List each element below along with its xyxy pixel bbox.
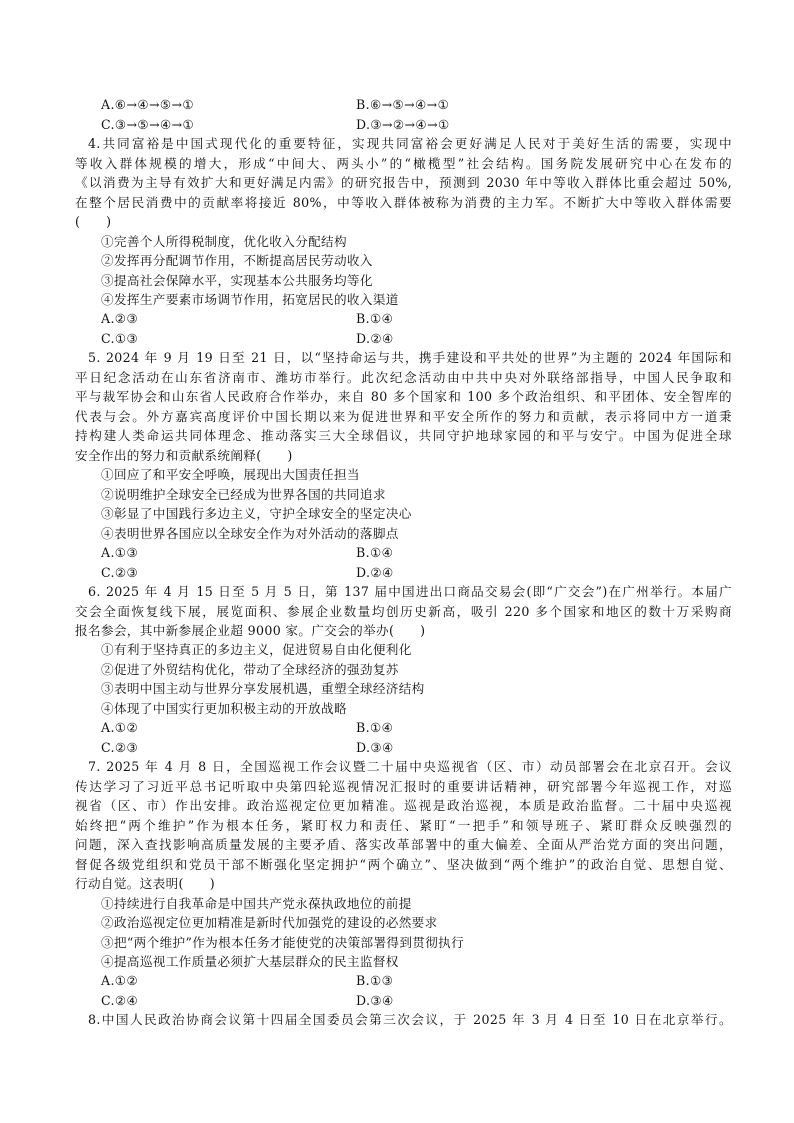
q7-stem-line: 问题，深入查找影响高质量发展的主要矛盾、落实改革部署中的重大偏差、全面从严治党方面的突出问题， xyxy=(75,837,732,852)
q7-option-d: D.③④ xyxy=(356,993,394,1008)
q4-item-2: ②发挥再分配调节作用，不断提高居民劳动收入 xyxy=(101,253,373,268)
q6-option-c: C.②③ xyxy=(101,740,139,755)
q7-item-3: ③把“两个维护”作为根本任务才能使党的决策部署得到贯彻执行 xyxy=(101,935,465,950)
q3-option-a: A.⑥→④→⑤→① xyxy=(101,97,195,112)
q6-option-a: A.①② xyxy=(101,720,139,735)
q5-stem-line: 代表与会。外方嘉宾高度评价中国长期以来为促进世界和平安全所作的努力和贡献，表示将同中方一道秉 xyxy=(75,409,732,424)
q6-item-1: ①有利于坚持真正的多边主义，促进贸易自由化便利化 xyxy=(101,642,412,657)
q6-option-d: D.③④ xyxy=(356,740,394,755)
q6-stem-line: 6. 2025 年 4 月 15 日至 5 月 5 日，第 137 届中国进出口商品交易会(即“广交会”)在广州举行。本届广 xyxy=(88,584,732,599)
q6-item-3: ③表明中国主动与世界分享发展机遇，重塑全球经济结构 xyxy=(101,681,425,696)
q7-stem-line: 行动自觉。这表明( ) xyxy=(75,876,215,891)
q5-stem-line: 平与裁军协会和山东省人民政府合作举办，来自 80 多个国家和 100 多个政治组织、和平团体、安全智库的 xyxy=(75,389,732,404)
q7-option-c: C.②④ xyxy=(101,993,139,1008)
q7-stem-line: 视省（区、市）作出安排。政治巡视定位更加精准。巡视是政治巡视，本质是政治监督。二十届中央巡视 xyxy=(75,798,732,813)
q4-answer-blank: ( ) xyxy=(75,214,112,229)
q6-stem-line: 报名参会，其中新参展企业超 9000 家。广交会的举办( ) xyxy=(75,623,426,638)
q6-item-2: ②促进了外贸结构优化，带动了全球经济的强劲复苏 xyxy=(101,662,399,677)
q6-item-4: ④体现了中国实行更加积极主动的开放战略 xyxy=(101,701,347,716)
q4-item-1: ①完善个人所得税制度，优化收入分配结构 xyxy=(101,234,347,249)
q7-stem-line: 始终把“两个维护”作为根本任务，紧盯权力和责任、紧盯“一把手”和领导班子、紧盯群众反映强烈的 xyxy=(75,818,732,833)
q4-item-4: ④发挥生产要素市场调节作用，拓宽居民的收入渠道 xyxy=(101,292,399,307)
q3-option-c: C.③→⑤→④→① xyxy=(101,117,195,132)
q5-item-1: ①回应了和平安全呼唤，展现出大国责任担当 xyxy=(101,467,360,482)
q5-stem-line: 5. 2024 年 9 月 19 日至 21 日，以“坚持命运与共，携手建设和平共处的世界”为主题的 2024 年国际和 xyxy=(88,350,732,365)
q3-option-d: D.③→②→④→① xyxy=(356,117,450,132)
q5-stem-line: 平日纪念活动在山东省济南市、潍坊市举行。此次纪念活动由中共中央对外联络部指导，中国人民争取和 xyxy=(75,370,732,385)
q4-stem-line: 《以消费为主导有效扩大和更好满足内需》的研究报告中，预测到 2030 年中等收入群体比重会超过 50%, xyxy=(75,175,732,190)
q7-option-b: B.①③ xyxy=(356,973,394,988)
q5-item-2: ②说明维护全球安全已经成为世界各国的共同追求 xyxy=(101,487,386,502)
q7-stem-line: 督促各级党组织和党员干部不断强化坚定拥护“两个确立”、坚决做到“两个维护”的政治自觉、思想自觉、 xyxy=(75,857,732,872)
q4-item-3: ③提高社会保障水平，实现基本公共服务均等化 xyxy=(101,273,373,288)
q8-stem-line: 8.中国人民政治协商会议第十四届全国委员会第三次会议，于 2025 年 3 月 4 日至 10 日在北京举行。 xyxy=(88,1012,732,1027)
q3-option-b: B.⑥→⑤→④→① xyxy=(356,97,450,112)
q6-option-b: B.①④ xyxy=(356,720,394,735)
q4-stem-line: 在整个居民消费中的贡献率将接近 80%，中等收入群体被称为消费的主力军。不断扩大中等收入群体需要 xyxy=(75,195,732,210)
q7-item-2: ②政治巡视定位更加精准是新时代加强党的建设的必然要求 xyxy=(101,915,438,930)
q4-option-c: C.①③ xyxy=(101,331,139,346)
q5-stem-line: 持构建人类命运共同体理念、推动落实三大全球倡议，共同守护地球家园的和平与安宁。中国为促进全球 xyxy=(75,428,732,443)
q4-option-a: A.②③ xyxy=(101,311,139,326)
q5-option-b: B.①④ xyxy=(356,545,394,560)
q7-stem-line: 传达学习了习近平总书记听取中央第四轮巡视情况汇报时的重要讲话精神，研究部署今年巡视工作，对巡 xyxy=(75,779,732,794)
q4-option-d: D.②④ xyxy=(356,331,394,346)
q7-stem-line: 7. 2025 年 4 月 8 日，全国巡视工作会议暨二十届中央巡视省（区、市）动员部署会在北京召开。会议 xyxy=(88,759,732,774)
q4-option-b: B.①④ xyxy=(356,311,394,326)
q5-option-c: C.②③ xyxy=(101,565,139,580)
q4-stem-line: 等收入群体规模的增大，形成“中间大、两头小”的“橄榄型”社会结构。国务院发展研究中心在发布的 xyxy=(75,156,732,171)
q4-stem-line: 4.共同富裕是中国式现代化的重要特征，实现共同富裕会更好满足人民对于美好生活的需要，实现中 xyxy=(88,136,732,151)
q5-option-d: D.②④ xyxy=(356,565,394,580)
q7-item-4: ④提高巡视工作质量必须扩大基层群众的民主监督权 xyxy=(101,954,399,969)
q7-option-a: A.①② xyxy=(101,973,139,988)
q5-option-a: A.①③ xyxy=(101,545,139,560)
q7-item-1: ①持续进行自我革命是中国共产党永葆执政地位的前提 xyxy=(101,896,412,911)
q5-item-4: ④表明世界各国应以全球安全作为对外活动的落脚点 xyxy=(101,526,399,541)
q5-stem-line: 安全作出的努力和贡献系统阐释( ) xyxy=(75,448,293,463)
q6-stem-line: 交会全面恢复线下展，展览面积、参展企业数量均创历史新高，吸引 220 多个国家和地区的数十万采购商 xyxy=(75,604,732,619)
q5-item-3: ③彰显了中国践行多边主义，守护全球安全的坚定决心 xyxy=(101,506,412,521)
